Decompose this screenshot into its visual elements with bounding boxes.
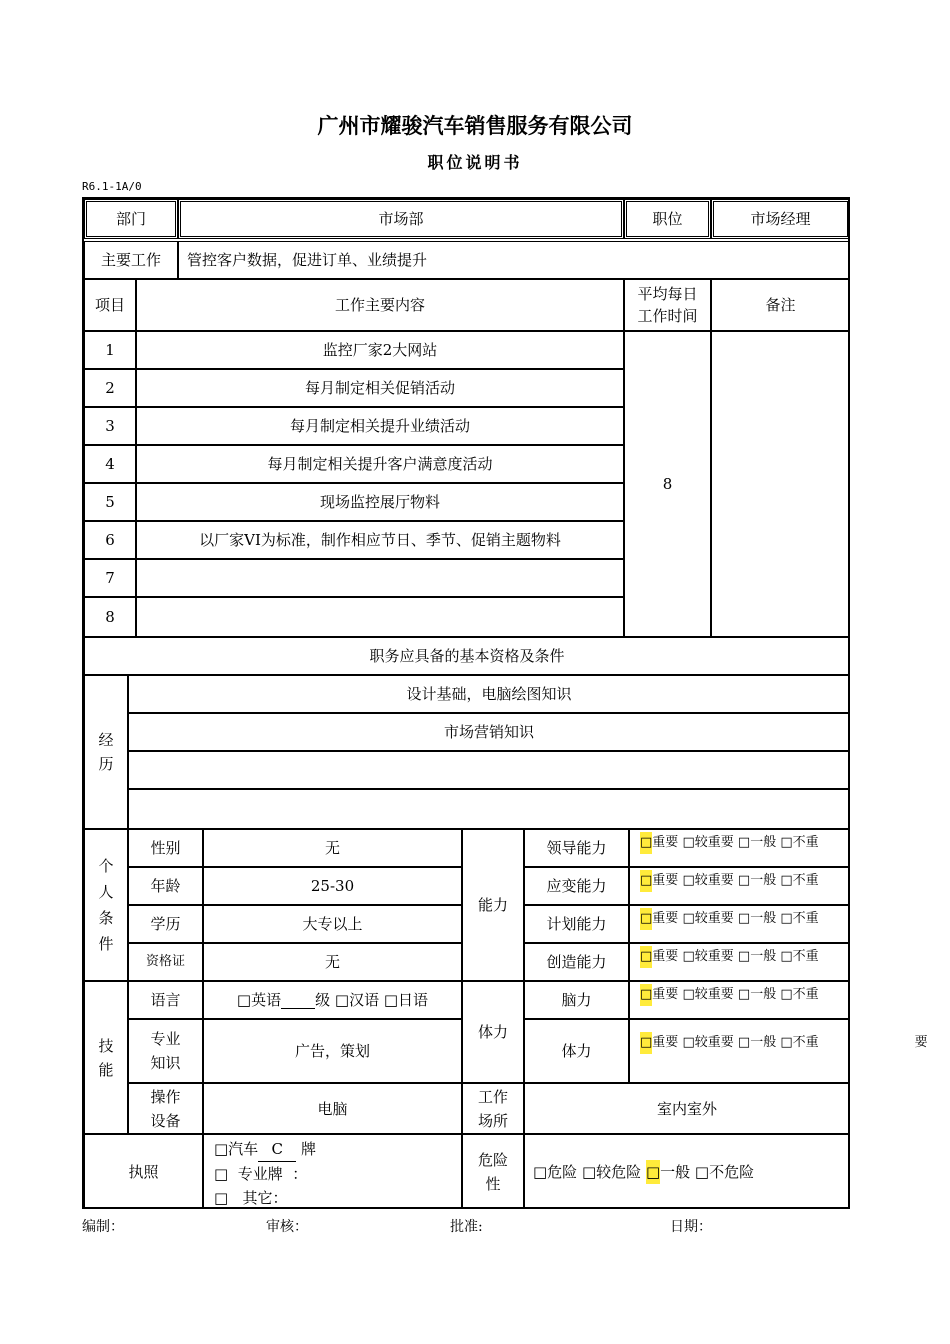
checkbox-icon[interactable]: □ [780,873,793,888]
option-fairly-important: 较重要 [694,1035,734,1050]
option-fairly-important: 较重要 [694,835,734,850]
license-car-checkbox[interactable]: □汽车 [214,1140,259,1158]
option-important: 重要 [652,1035,679,1050]
footer-review: 审核： [266,1219,308,1235]
education-label: 学历 [128,905,203,943]
option-not-important: 不重 [792,835,819,850]
option-not-important: 不重 [792,873,819,888]
skills-label-2: 能 [98,1060,114,1079]
checkbox-icon[interactable]: □ [646,1160,660,1184]
rating-options [629,867,850,905]
rating-options [629,981,850,1019]
experience-label-1: 经 [98,731,114,749]
task-no: 3 [84,407,136,445]
task-no: 8 [84,597,136,637]
col-daily-time [624,279,711,331]
col-time-line1: 平均每日 [637,285,698,303]
task-no: 1 [84,331,136,369]
age-label: 年龄 [128,867,203,905]
ability-adaptability: 应变能力 [524,867,629,905]
option-normal: 一般 [750,873,777,888]
risk-label-1: 危险 [477,1150,508,1169]
checkbox-icon[interactable]: □ [682,873,695,888]
language-label: 语言 [128,981,203,1019]
education-value: 大专以上 [203,905,462,943]
document-title: 职位说明书 [427,153,523,172]
experience-label [84,675,128,829]
task-content: 每月制定相关促销活动 [136,369,624,407]
option-important: 重要 [652,835,679,850]
checkbox-icon[interactable]: □ [640,984,652,1006]
col-item: 项目 [84,279,136,331]
rating-options [629,1019,928,1083]
task-content: 现场监控展厅物料 [136,483,624,521]
lang-level-blank[interactable] [281,992,315,1009]
option-fairly-important: 较重要 [694,949,734,964]
option-normal: 一般 [750,1035,777,1050]
rating-options [629,905,850,943]
license-car-suffix: 牌 [300,1140,316,1158]
checkbox-icon[interactable]: □ [737,835,751,850]
license-options [203,1134,462,1209]
certificate-value: 无 [203,943,462,981]
option-important: 重要 [652,873,679,888]
lang-level: 级 [315,991,331,1009]
main-work-label: 主要工作 [84,241,178,279]
gender-value: 无 [203,829,462,867]
option-important: 重要 [652,987,679,1002]
checkbox-icon[interactable]: □ [780,949,793,964]
option-not-important: 不重 [792,911,819,926]
risk-not-dangerous[interactable]: □不危险 [694,1162,755,1181]
workplace-value: 室内室外 [524,1083,850,1134]
task-content [136,597,624,637]
checkbox-icon[interactable]: □ [640,1032,652,1054]
personal-label-char: 条 [98,909,114,927]
checkbox-icon[interactable]: □ [780,987,793,1002]
license-car-class[interactable]: C [258,1137,296,1162]
checkbox-icon[interactable]: □ [640,870,652,892]
experience-label-2: 历 [98,755,114,773]
skills-label [84,981,128,1134]
experience-item [128,751,850,789]
personal-label [84,829,128,981]
experience-item [128,789,850,829]
ability-leadership: 领导能力 [524,829,629,867]
equipment-value: 电脑 [203,1083,462,1134]
dept-value: 市场部 [178,199,624,239]
experience-item: 设计基础，电脑绘图知识 [128,675,850,713]
personal-label-char: 个 [98,857,114,875]
physical-label: 体力 [462,981,524,1083]
workplace-label-2: 场所 [477,1111,508,1130]
checkbox-icon[interactable]: □ [640,908,652,930]
language-options [203,981,462,1019]
equip-label-2: 设备 [150,1111,181,1130]
checkbox-icon[interactable]: □ [682,949,695,964]
prof-knowledge-label [128,1019,203,1083]
option-fairly-important: 较重要 [694,873,734,888]
risk-options [524,1134,850,1209]
checkbox-icon[interactable]: □ [640,832,652,854]
risk-dangerous[interactable]: □危险 [533,1162,578,1181]
col-content: 工作主要内容 [136,279,624,331]
ability-label: 能力 [462,829,524,981]
experience-item: 市场营销知识 [128,713,850,751]
task-no: 2 [84,369,136,407]
checkbox-icon[interactable]: □ [682,835,695,850]
task-content: 监控厂家2大网站 [136,331,624,369]
task-no: 6 [84,521,136,559]
option-fairly-important: 较重要 [694,911,734,926]
rating-options [629,829,850,867]
license-car-row [214,1137,316,1162]
ability-planning: 计划能力 [524,905,629,943]
ability-creativity: 创造能力 [524,943,629,981]
task-content: 以厂家VI为标准，制作相应节日、季节、促销主题物料 [136,521,624,559]
equipment-label [128,1083,203,1134]
lang-chinese[interactable]: □汉语 [334,991,380,1009]
option-wrap: 要 [914,1035,928,1050]
brain-power-label: 脑力 [524,981,629,1019]
lang-japanese[interactable]: □日语 [383,991,429,1009]
prof-label-2: 知识 [150,1054,181,1072]
option-normal: 一般 [750,911,777,926]
rating-options [629,943,850,981]
body-power-label: 体力 [524,1019,629,1083]
checkbox-icon[interactable]: □ [640,946,652,968]
checkbox-icon[interactable]: □ [780,835,793,850]
prof-label-1: 专业 [150,1030,181,1048]
personal-label-char: 件 [98,935,114,953]
risk-fairly-dangerous[interactable]: □较危险 [581,1162,642,1181]
workplace-label-1: 工作 [477,1087,508,1106]
task-content [136,559,624,597]
position-label: 职位 [624,199,711,239]
checkbox-icon[interactable]: □ [780,911,793,926]
option-not-important: 不重 [792,949,819,964]
risk-normal: 一般 [660,1162,691,1181]
main-work-value: 管控客户数据，促进订单、业绩提升 [178,241,850,279]
checkbox-icon[interactable]: □ [737,987,751,1002]
col-note: 备注 [711,279,850,331]
age-value: 25-30 [203,867,462,905]
checkbox-icon[interactable]: □ [737,873,751,888]
risk-label [462,1134,524,1209]
task-no: 7 [84,559,136,597]
form-table [82,197,928,1209]
checkbox-icon[interactable]: □ [682,1035,695,1050]
personal-label-char: 人 [98,883,114,901]
dept-label: 部门 [84,199,178,239]
certificate-label: 资格证 [128,943,203,981]
daily-hours: 8 [624,331,711,637]
task-no: 4 [84,445,136,483]
task-content: 每月制定相关提升业绩活动 [136,407,624,445]
option-normal: 一般 [750,949,777,964]
workplace-label [462,1083,524,1134]
footer-made-by: 编制： [82,1219,124,1235]
checkbox-icon[interactable]: □ [682,987,695,1002]
risk-label-2: 性 [485,1174,501,1193]
footer-date: 日期： [670,1219,712,1235]
footer-approve: 批准: [450,1219,483,1235]
checkbox-icon[interactable]: □ [737,1035,751,1050]
lang-english[interactable]: □英语 [236,991,282,1009]
checkbox-icon[interactable]: □ [780,1035,793,1050]
skills-label-1: 技 [98,1036,114,1055]
prof-knowledge-value: 广告，策划 [203,1019,462,1083]
option-normal: 一般 [750,835,777,850]
option-normal: 一般 [750,987,777,1002]
col-time-line2: 工作时间 [637,307,698,325]
option-not-important: 不重 [792,987,819,1002]
option-important: 重要 [652,949,679,964]
position-value: 市场经理 [711,199,850,239]
license-professional[interactable]: □ 专业牌 ： [214,1165,308,1183]
task-note [711,331,850,637]
checkbox-icon[interactable]: □ [737,949,751,964]
option-not-important: 不重 [792,1035,819,1050]
license-label: 执照 [84,1134,203,1209]
qualification-title: 职务应具备的基本资格及条件 [84,637,850,675]
document-number: R6.1-1A/0 [82,180,142,193]
option-fairly-important: 较重要 [694,987,734,1002]
checkbox-icon[interactable]: □ [682,911,695,926]
task-content: 每月制定相关提升客户满意度活动 [136,445,624,483]
checkbox-icon[interactable]: □ [737,911,751,926]
license-other[interactable]: □ 其它： [214,1189,288,1207]
gender-label: 性别 [128,829,203,867]
equip-label-1: 操作 [150,1087,181,1106]
company-name: 广州市耀骏汽车销售服务有限公司 [317,114,633,138]
task-no: 5 [84,483,136,521]
option-important: 重要 [652,911,679,926]
